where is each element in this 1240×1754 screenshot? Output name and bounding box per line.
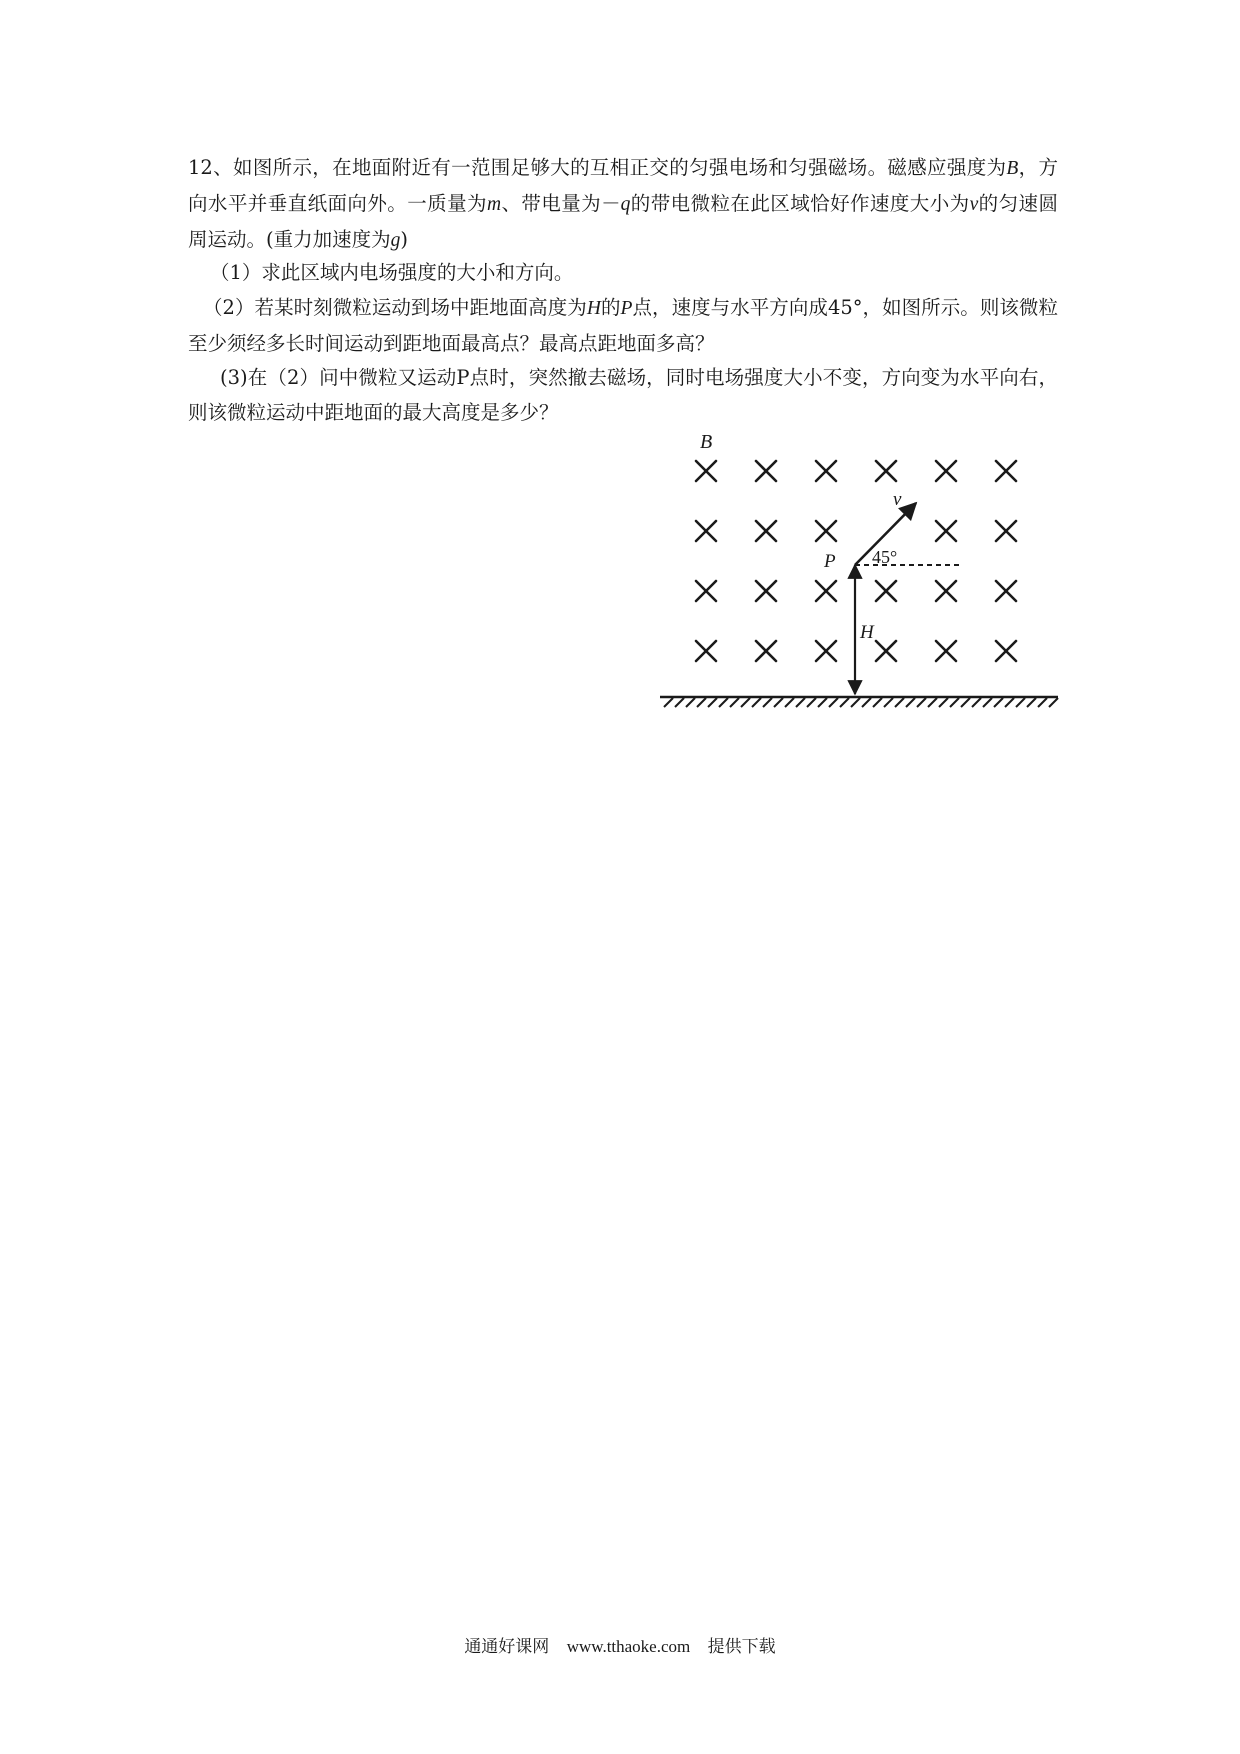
ground-hatch-stroke [851, 698, 860, 707]
ground-hatch-stroke [972, 698, 981, 707]
ground-hatch-stroke [1038, 698, 1047, 707]
field-cross-mark [756, 521, 776, 541]
ground-hatch-stroke [840, 698, 849, 707]
ground-hatch-stroke [928, 698, 937, 707]
field-cross-mark [936, 521, 956, 541]
field-cross-mark [756, 581, 776, 601]
label-P: P [824, 551, 836, 572]
ground-hatch-stroke [785, 698, 794, 707]
label-v: v [893, 489, 902, 510]
field-cross-mark [876, 461, 896, 481]
ground-hatch-stroke [818, 698, 827, 707]
ground-hatch-stroke [862, 698, 871, 707]
field-cross-mark [756, 641, 776, 661]
question-number: 12、 [188, 156, 233, 179]
field-diagram [0, 0, 1240, 760]
page-footer [0, 1632, 1240, 1657]
ground-hatch-stroke [961, 698, 970, 707]
ground-hatch-stroke [774, 698, 783, 707]
ground-hatch-stroke [873, 698, 882, 707]
ground-hatch-stroke [796, 698, 805, 707]
footer-site-name: 通通好课网 [464, 1637, 550, 1657]
label-H: H [860, 622, 874, 643]
ground-hatch-stroke [686, 698, 695, 707]
ground-hatch-stroke [708, 698, 717, 707]
ground-hatch-stroke [807, 698, 816, 707]
field-cross-mark [936, 461, 956, 481]
field-cross-mark [876, 581, 896, 601]
field-cross-mark [996, 581, 1016, 601]
ground-hatch-stroke [730, 698, 739, 707]
question-part-1: （1）求此区域内电场强度的大小和方向。 [210, 261, 574, 284]
ground-hatch-stroke [917, 698, 926, 707]
ground-hatch-stroke [1005, 698, 1014, 707]
field-cross-mark [816, 641, 836, 661]
ground-hatch-stroke [697, 698, 706, 707]
ground-hatch-stroke [664, 698, 673, 707]
ground-hatch-stroke [895, 698, 904, 707]
question-intro: 12、如图所示，在地面附近有一范围足够大的互相正交的匀强电场和匀强磁场。磁感应强度为B，方向水平并垂直纸面向外。一质量为m、带电量为－q的带电微粒在此区域恰好作速度大小为v的匀速圆周运动。(重力加速度为g) [188, 156, 1058, 251]
field-cross-mark [696, 521, 716, 541]
field-cross-mark [696, 461, 716, 481]
field-cross-mark [936, 581, 956, 601]
ground-hatch-stroke [1027, 698, 1036, 707]
ground-hatch-stroke [906, 698, 915, 707]
field-cross-mark [816, 461, 836, 481]
ground-hatch-stroke [1016, 698, 1025, 707]
question-part-2: （2）若某时刻微粒运动到场中距地面高度为H的P点，速度与水平方向成45°，如图所示。则该微粒至少须经多长时间运动到距地面最高点？最高点距地面多高？ [188, 296, 1058, 355]
field-cross-mark [876, 641, 896, 661]
footer-suffix: 提供下载 [707, 1637, 776, 1657]
field-cross-mark [936, 641, 956, 661]
ground-hatch-stroke [763, 698, 772, 707]
ground-hatch-stroke [884, 698, 893, 707]
field-cross-mark [696, 641, 716, 661]
ground-hatch-stroke [741, 698, 750, 707]
question-part-3: (3)在（2）问中微粒又运动P点时，突然撤去磁场，同时电场强度大小不变，方向变为水平向右，则该微粒运动中距地面的最大高度是多少？ [188, 366, 1058, 424]
field-cross-mark [996, 461, 1016, 481]
ground-hatch-stroke [829, 698, 838, 707]
ground-hatch-stroke [675, 698, 684, 707]
ground-hatching [664, 698, 1058, 707]
ground-hatch-stroke [950, 698, 959, 707]
field-cross-mark [816, 581, 836, 601]
label-B: B [700, 431, 713, 453]
footer-url: www.tthaoke.com [566, 1637, 691, 1656]
field-cross-mark [816, 521, 836, 541]
field-cross-mark [756, 461, 776, 481]
ground-hatch-stroke [983, 698, 992, 707]
ground-hatch-stroke [1049, 698, 1058, 707]
ground-hatch-stroke [752, 698, 761, 707]
ground-hatch-stroke [939, 698, 948, 707]
field-cross-mark [996, 521, 1016, 541]
label-angle: 45° [872, 547, 898, 567]
ground-hatch-stroke [719, 698, 728, 707]
field-cross-mark [696, 581, 716, 601]
ground-hatch-stroke [994, 698, 1003, 707]
field-cross-mark [996, 641, 1016, 661]
